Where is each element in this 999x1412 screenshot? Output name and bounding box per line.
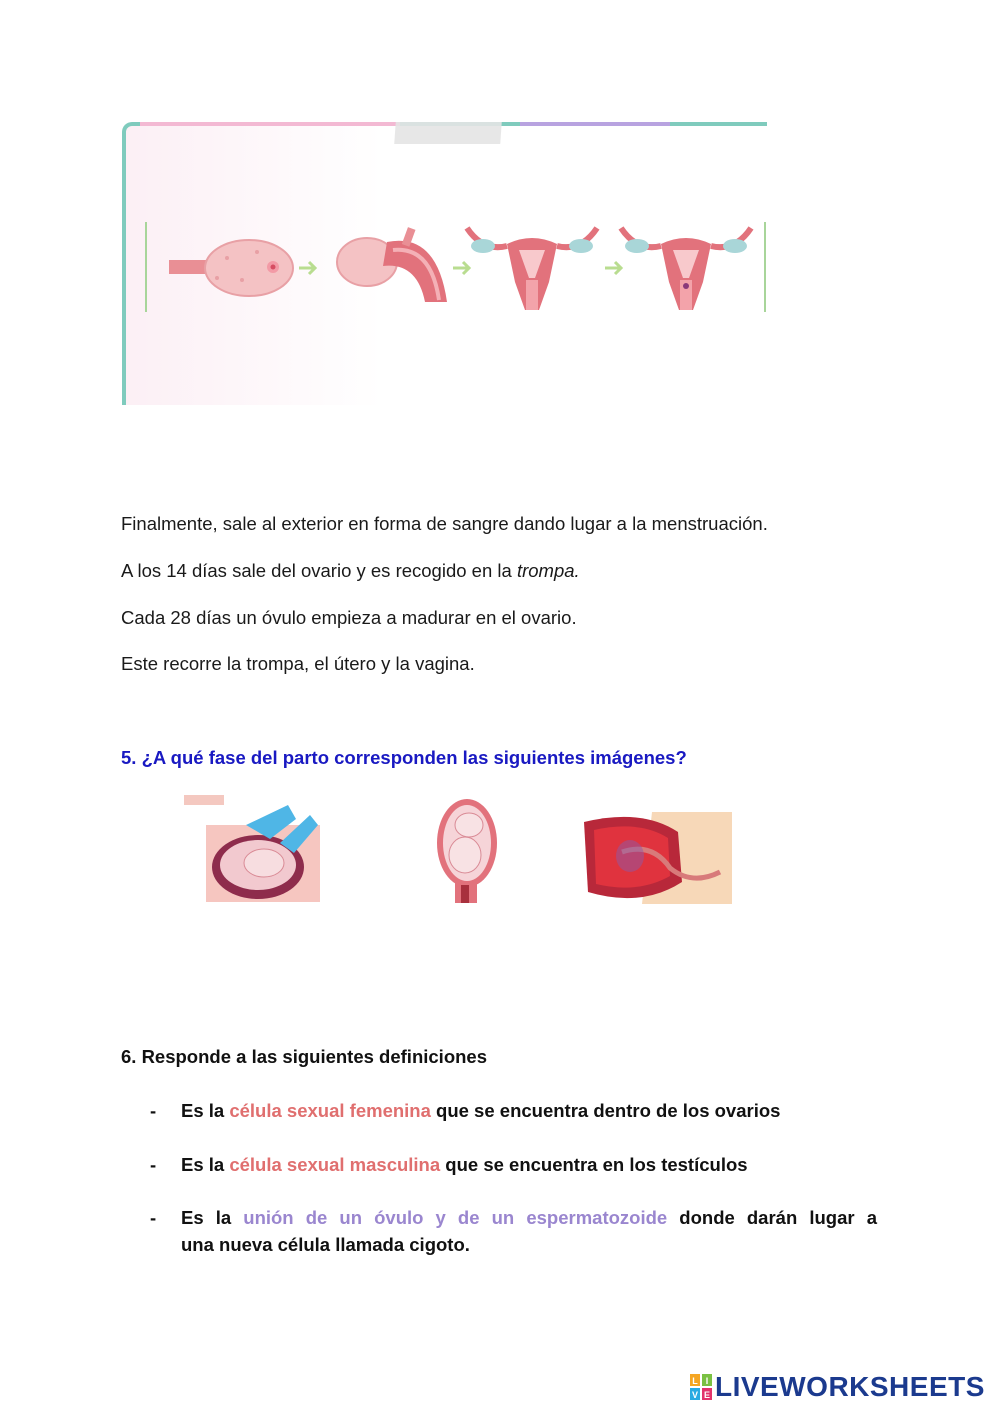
paragraph-trompa-italic: trompa. — [516, 560, 580, 581]
highlight-female-cell: célula sexual femenina — [229, 1100, 431, 1121]
definition-prefix: Es la — [181, 1100, 230, 1121]
bullet-dash: - — [150, 1207, 157, 1228]
definition-item-sperm — [150, 1151, 877, 1178]
birth-phase-image-1 — [184, 795, 320, 902]
frame-accent-purple — [520, 122, 670, 126]
ovulation-cycle-illustration — [147, 222, 764, 312]
birth-phase-image-3 — [582, 812, 732, 904]
liveworksheets-logo — [690, 1372, 985, 1402]
frame-accent-pink — [140, 122, 400, 126]
birth-phase-image-2 — [435, 797, 501, 903]
question-5-title: 5. ¿A qué fase del parto corresponden las siguientes imágenes? — [121, 747, 687, 768]
uterus-image-1 — [467, 228, 597, 310]
definition-line-1 — [181, 1204, 877, 1231]
paragraph-14-days — [121, 560, 580, 582]
definition-prefix: Es la — [181, 1154, 230, 1175]
uterus-image-2 — [621, 228, 751, 310]
ovary-image — [169, 240, 293, 296]
question-6-title: 6. Responde a las siguientes definiciones — [121, 1046, 487, 1067]
definition-line-2: una nueva célula llamada cigoto. — [181, 1234, 470, 1255]
logo-mark-letter-v: V — [691, 1390, 699, 1400]
definition-suffix: donde darán lugar a — [667, 1207, 877, 1228]
definition-item-ovum — [150, 1097, 877, 1124]
ovulation-cycle-strip — [145, 222, 766, 312]
definition-item-fertilization — [150, 1204, 877, 1260]
bullet-dash: - — [150, 1100, 157, 1121]
tape-decoration — [394, 122, 502, 144]
paragraph-28-days: Cada 28 días un óvulo empieza a madurar en el ovario. — [121, 607, 577, 628]
paragraph-14-days-text: A los 14 días sale del ovario y es recogido en la — [121, 560, 517, 581]
logo-mark-icon — [690, 1374, 712, 1400]
logo-mark-letter-e: E — [703, 1390, 711, 1400]
definition-suffix: que se encuentra en los testículos — [440, 1154, 748, 1175]
definition-text-fertilization — [181, 1204, 877, 1258]
definition-prefix: Es la — [181, 1207, 244, 1228]
paragraph-menstruation: Finalmente, sale al exterior en forma de sangre dando lugar a la menstruación. — [121, 513, 768, 534]
bullet-dash: - — [150, 1154, 157, 1175]
logo-mark-letter-i: I — [705, 1376, 709, 1386]
highlight-male-cell: célula sexual masculina — [229, 1154, 441, 1175]
highlight-union: unión de un óvulo y de un espermatozoide — [243, 1207, 668, 1228]
logo-text: LIVEWORKSHEETS — [715, 1371, 985, 1402]
paragraph-route: Este recorre la trompa, el útero y la vagina. — [121, 653, 475, 674]
definition-suffix: que se encuentra dentro de los ovarios — [430, 1100, 781, 1121]
ovary-tube-image — [337, 227, 447, 302]
logo-mark-letter-l: L — [692, 1376, 698, 1386]
definition-text-ovum — [181, 1097, 877, 1124]
definition-text-sperm — [181, 1151, 877, 1178]
